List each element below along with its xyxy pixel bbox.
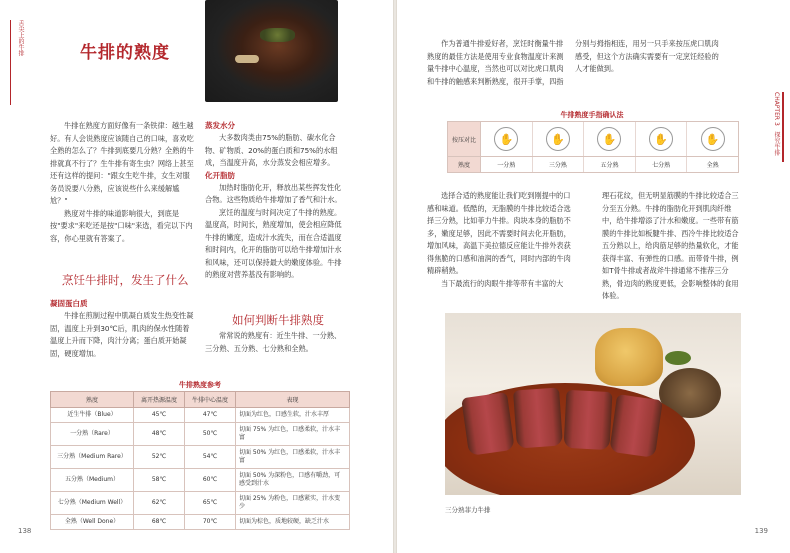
doneness-cell: 三分熟 — [533, 157, 585, 172]
mid-text-1: 选择合适的熟度能让我们吃到刚提中的口感和味道。低酷的，无脂膜的牛排比较适合选择三分熟，比如菲力牛排。肉块本身的脂肪不多，嫩度足够，因此不需要时间去化开脂肪，增加风味，高温下美拉德反应能让牛排外表获得焦脆的口感和油润的香气，同时内部的牛肉精辟稍熟。 — [427, 191, 571, 275]
green-garnish — [665, 351, 691, 365]
hand-press-icon: ✋ — [701, 127, 725, 151]
potato — [595, 328, 663, 386]
table-header: 离开热源温度 — [134, 392, 185, 408]
table-cell: 45℃ — [134, 408, 185, 423]
table-cell: 切面 25% 为粉色，口感紧实，汁水变少 — [236, 492, 350, 515]
herb-garnish — [260, 28, 295, 42]
hand-cell — [687, 122, 738, 156]
hand-cell — [636, 122, 688, 156]
doneness-cell: 五分熟 — [584, 157, 636, 172]
left-page — [0, 0, 393, 553]
mid-text-2: 理石花纹，但无明显筋膜的牛排比较适合三分至五分熟。牛排的脂肪化开到肌肉纤维中，给牛排增添了汁水和嫩度。一些带有筋膜的牛排比如板腱牛排、西冷牛排比较适合五分熟以上，给肉筋足够的热量软化，才能获得丰富、有弹性的口感。而带骨牛排，例如T骨牛排或者战斧牛排通常不推荐三分熟，骨边肉的熟度更低，会影响整体的食用体验。 — [602, 191, 739, 300]
intro-column — [50, 120, 195, 245]
steak-slice — [461, 392, 515, 456]
table-cell: 48℃ — [134, 423, 185, 446]
top-column-1 — [427, 38, 567, 88]
table-cell: 切面为红色，口感生软，汁水丰厚 — [236, 408, 350, 423]
table-cell: 五分熟（Medium） — [51, 469, 134, 492]
hand-cell — [481, 122, 533, 156]
table-row — [51, 408, 350, 423]
table-row — [51, 423, 350, 446]
book-title-tab: 舌尖上的牛排 — [10, 20, 24, 105]
page-number-right: 139 — [754, 527, 768, 535]
table-cell: 三分熟（Medium Rare） — [51, 446, 134, 469]
section-heading-cooking: 烹饪牛排时，发生了什么 — [62, 273, 189, 287]
table-cell: 近生牛排（Blue） — [51, 408, 134, 423]
temperature-para: 烹饪的温度与时间决定了牛排的熟度。温度高，时间长，熟度增加，使会相应降低牛排的嫩度，造成汁水流失，而在合适温度和时间内，化开的脂肪可以给牛排增加汁水和风味，还可以保持最大的嫩度体验。牛排的熟度对营养基没有影响的。 — [205, 207, 342, 279]
mid-column-2 — [602, 190, 742, 303]
fat-text: 加热时脂肪化开，释放出某些挥发性化合物。这些物质给牛排增加了香气和汁水。 — [205, 182, 342, 204]
table-header: 熟度 — [51, 392, 134, 408]
table-cell: 62℃ — [134, 492, 185, 515]
hand-test-title: 牛排熟度手指确认法 — [560, 111, 624, 119]
photo-caption: 三分熟菲力牛排 — [445, 506, 491, 514]
table-cell: 70℃ — [185, 515, 236, 530]
table-cell: 68℃ — [134, 515, 185, 530]
table-cell: 65℃ — [185, 492, 236, 515]
table-cell: 一分熟（Rare） — [51, 423, 134, 446]
process-column — [205, 120, 347, 282]
section-heading-judge: 如何判断牛排熟度 — [232, 313, 324, 327]
top-column-2 — [575, 38, 720, 76]
hand-test-table — [447, 121, 739, 173]
hand-press-icon: ✋ — [494, 127, 518, 151]
subhead-protein: 凝固蛋白质 — [50, 299, 88, 308]
table-cell: 切面 75% 为红色，口感柔软，汁水丰富 — [236, 423, 350, 446]
table-cell: 七分熟（Medium Well） — [51, 492, 134, 515]
subhead-fat: 化开脂肪 — [205, 170, 235, 180]
chapter-tab: CHAPTER 3 探究牛排 — [768, 92, 784, 162]
hand-press-icon: ✋ — [649, 127, 673, 151]
table-cell: 切面 50% 为深粉色，口感有嚼劲，可感受到汁水 — [236, 469, 350, 492]
sliced-steak-photo — [445, 313, 741, 495]
judge-column — [205, 330, 347, 355]
doneness-table-title: 牛排熟度参考 — [179, 381, 221, 389]
hand-cell — [533, 122, 585, 156]
hand-press-icon: ✋ — [597, 127, 621, 151]
bone — [235, 55, 259, 63]
steak-pan-photo — [205, 0, 338, 102]
hand-row — [448, 122, 738, 157]
hand-cell — [584, 122, 636, 156]
doneness-table — [50, 391, 350, 530]
table-cell: 全熟（Well Done） — [51, 515, 134, 530]
mid-text-1b: 当下最流行的肉眼牛排等带有丰富的大 — [441, 278, 564, 288]
top-text-1: 作为普通牛排爱好者，烹饪时衡量牛排熟度的最佳方法是使用专业食物温度计来测量牛排中心温度，当然也可以对比虎口肌肉和牛排的触感来判断熟度，很开手掌，四指 — [427, 39, 564, 86]
steak-slice — [564, 390, 613, 450]
right-page — [397, 0, 790, 553]
mid-column-1 — [427, 190, 572, 290]
intro-para-2: 熟度对牛排的味道影响很大，到底是按"要求"来吃还是按"口味"来选，看完以下内容，你心里就有答案了。 — [50, 208, 193, 243]
evaporation-text: 大多数肉类由75%的脂肪、碳水化合物、矿物质、20%的蛋白质和75%的水组成，当温度升高，水分蒸发会相应增多。 — [205, 133, 338, 167]
steak-slice — [609, 394, 663, 458]
table-cell: 52℃ — [134, 446, 185, 469]
table-cell: 58℃ — [134, 469, 185, 492]
table-header: 表现 — [236, 392, 350, 408]
top-text-2: 分别与拇指相连，用另一只手来按压虎口肌肉感受，但这个方法确实需要有一定烹饪经验的人才能做到。 — [575, 39, 719, 73]
table-row — [51, 446, 350, 469]
doneness-cell: 七分熟 — [636, 157, 688, 172]
table-cell: 47℃ — [185, 408, 236, 423]
hand-press-icon: ✋ — [546, 127, 570, 151]
doneness-row-label: 熟度 — [448, 157, 481, 172]
table-header-row — [51, 392, 350, 408]
judge-text: 常常说的熟度有：近生牛排、一分熟、三分熟、五分熟、七分熟和全熟。 — [205, 331, 342, 353]
doneness-cell: 全熟 — [706, 162, 719, 169]
table-row — [51, 492, 350, 515]
page-title: 牛排的熟度 — [80, 43, 170, 63]
table-cell: 60℃ — [185, 469, 236, 492]
subhead-evaporation: 蒸发水分 — [205, 121, 235, 130]
protein-column — [50, 298, 195, 360]
table-cell: 50℃ — [185, 423, 236, 446]
page-number-left: 138 — [18, 527, 32, 535]
table-row — [51, 515, 350, 530]
table-row — [51, 469, 350, 492]
table-header: 牛排中心温度 — [185, 392, 236, 408]
doneness-row — [448, 157, 738, 172]
doneness-cell: 一分熟 — [481, 157, 533, 172]
table-cell: 54℃ — [185, 446, 236, 469]
table-cell: 切面为棕色，质地较硬，缺乏汁水 — [236, 515, 350, 530]
hand-row-label: 按压对比 — [448, 122, 481, 156]
steak-slice — [513, 387, 563, 448]
intro-para-1: 牛排在熟度方面好像有一条铁律：越生越好。有人会说熟度应该随自己的口味，喜欢吃全熟的怎么了？牛排到底要几分熟？全熟的牛排就真不行了？生牛排有寄生虫？网络上甚至还有这样的提问："跟女生吃牛排，女生对服务员说要八分熟，应该说些什么来缓解尴尬？" — [50, 121, 194, 205]
table-cell: 切面 50% 为红色，口感柔软，汁水丰富 — [236, 446, 350, 469]
protein-text: 牛排在煎制过程中肌凝白质发生热变性凝固，温度上升到30℃后，肌肉的保水性随着温度上升而下降，肉汁分离；蛋白质开始凝固，硬度增加。 — [50, 311, 194, 358]
